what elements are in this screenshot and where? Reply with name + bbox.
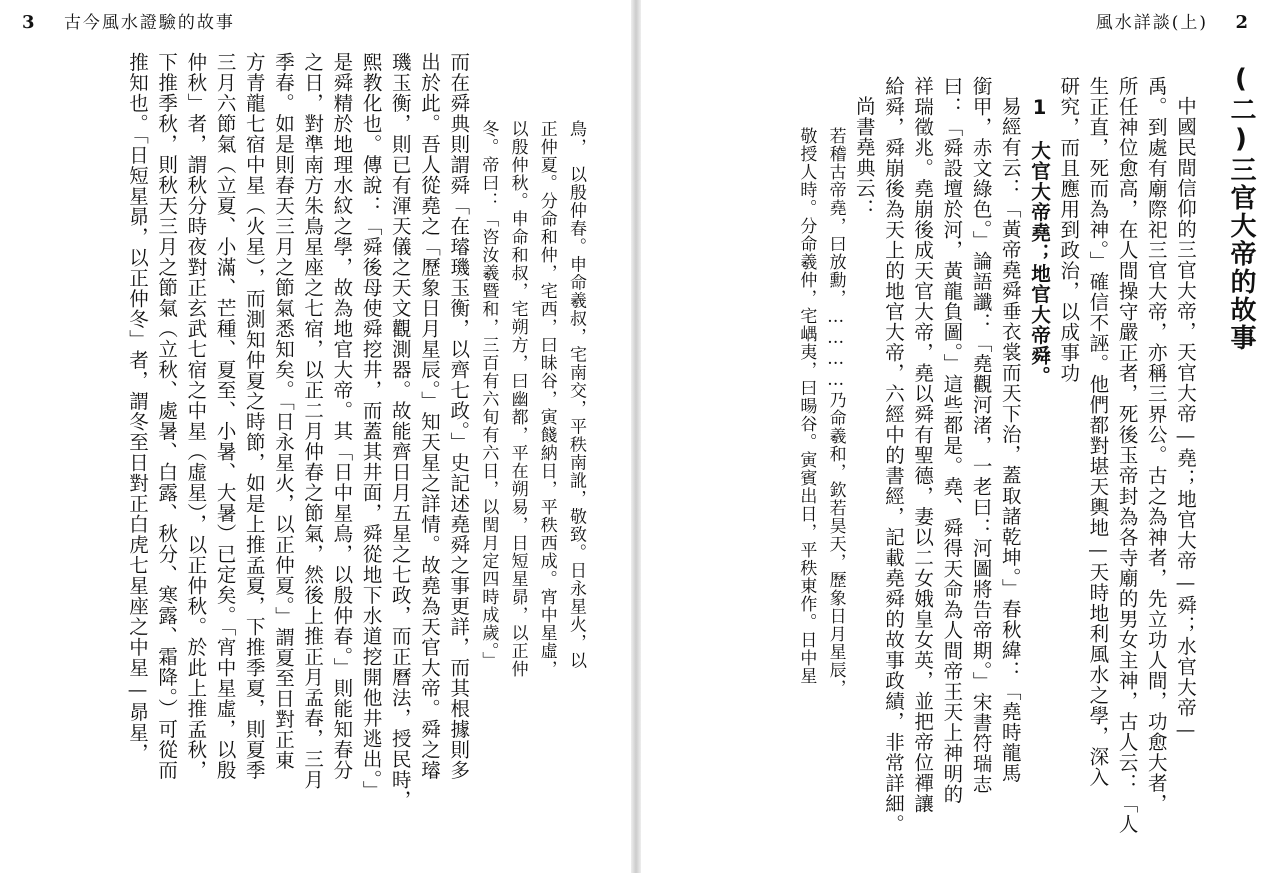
text-column: 正仲夏。分命和仲，宅西，曰昧谷，寅餞納日，平秩西成。宵中星虛，	[536, 120, 557, 678]
text-column: 下推季秋，則秋天三月之節氣（立秋、處暑、白露、秋分、寒露、霜降。）可從而	[155, 52, 179, 781]
left-running-head-title: 古今風水證驗的故事	[63, 13, 235, 33]
text-column: 璣玉衡，則已有渾天儀之天文觀測器。故能齊日月五星之七政，而正曆法，授民時，	[388, 52, 412, 811]
text-column: 所任神位愈高，在人間操守嚴正者，死後玉帝封為各寺廟的男女主神，古人云：「人	[1115, 76, 1139, 835]
text-column: 敬授人時。分命羲仲，宅嵎夷，曰暘谷。寅賓出日，平秩東作。日中星	[796, 127, 817, 685]
text-column: 冬。帝曰：「咨汝羲暨和，三百有六旬有六日，以閏月定四時成歲。」	[478, 120, 499, 670]
text-column: 季春。如是則春天三月之節氣悉知矣。「日永星火，以正仲夏。」謂夏至日對正東	[271, 52, 295, 771]
text-column: 是舜精於地理水紋之學，故為地官大帝。其「日中星鳥，以殷仲春。」則能知春分	[330, 52, 354, 781]
text-column: 曰：「舜設壇於河，黃龍負圖。」這些都是。堯、舜得天命為人間帝王天上神明的	[940, 76, 964, 805]
text-column: 推知也。「日短星昴，以正仲冬」者，謂冬至日對正白虎七星座之中星—昴星，	[125, 52, 149, 764]
text-column: 熙教化也。傳說：「舜後母使舜挖井，而蓋其井面，舜從地下水道挖開他井逃出。」	[359, 52, 383, 801]
right-page-number: 2	[1235, 12, 1250, 33]
text-column: 研究，而且應用到政治，以成事功	[1057, 76, 1081, 384]
text-column: 仲秋」者，謂秋分時夜對正玄武七宿之中星（虛星），以正仲秋。於此上推孟秋，	[184, 52, 208, 781]
text-column: 尚書堯典云：	[852, 95, 876, 219]
left-page-text	[123, 52, 590, 862]
right-running-head-title: 風水詳談(上)	[1095, 13, 1209, 33]
left-running-head	[22, 8, 235, 33]
text-column: 易經有云：「黃帝堯舜垂衣裳而天下治，蓋取諸乾坤。」春秋緯：「堯時龍馬	[998, 95, 1022, 783]
text-column: 祥瑞徵兆。堯崩後成天官大帝，堯以舜有聖德，妻以二女娥皇女英，並把帝位禪讓	[911, 76, 935, 814]
text-column: 若稽古帝堯，曰放勳，…………乃命羲和，欽若昊天，歷象日月星辰，	[825, 127, 846, 697]
text-column: 禹。到處有廟際祀三官大帝，亦稱三界公。古之為神者，先立功人間，功愈大者，	[1144, 76, 1168, 814]
right-page	[636, 0, 1272, 873]
text-column: 三月六節氣（立夏、小滿、芒種、夏至、小暑、大暑）已定矣。「宵中星虛，以殷	[213, 52, 237, 781]
text-column: 以殷仲秋。申命和叔，宅朔方，曰幽都，平在朔易，日短星昴，以正仲	[507, 120, 528, 678]
right-page-text	[791, 76, 1200, 866]
text-column: 生正直，死而為神。」確信不誣。他們都對堪天輿地—天時地利風水之學，深入	[1086, 76, 1110, 788]
text-column: 1 大官大帝堯；地官大帝舜。	[1027, 95, 1051, 386]
left-page-number: 3	[22, 12, 37, 33]
text-column: 給舜，舜崩後為天上的地官大帝，六經中的書經，記載堯舜的故事政績，非常詳細。	[881, 76, 905, 835]
right-running-head	[1096, 8, 1250, 33]
text-column: 方青龍七宿中星（火星），而測知仲夏之時節，如是上推孟夏，下推季夏，則夏季	[242, 52, 266, 781]
text-column: 出於此。吾人從堯之「歷象日月星辰。」知天星之詳情。故堯為天官大帝。舜之璿	[417, 52, 441, 781]
text-column: 中國民間信仰的三官大帝，天官大帝—堯；地官大帝—舜；水官大帝—	[1174, 95, 1197, 742]
text-column: 鳥， 以殷仲春。申命羲叔，宅南交，平秩南訛，敬致。日永星火，以	[566, 120, 586, 670]
chapter-title: (二)三官大帝的故事	[1226, 64, 1256, 352]
text-column: 而在舜典則謂舜「在璿璣玉衡，以齊七政。」史記述堯舜之事更詳，而其根據則多	[447, 52, 471, 781]
text-column: 銜甲，赤文綠色。」論語讖：「堯觀河渚，一老曰：河圖將告帝期。」宋書符瑞志	[969, 76, 993, 795]
text-column: 之日，對準南方朱鳥星座之七宿，以正二月仲春之節氣，然後上推正月孟春，三月	[301, 52, 325, 790]
